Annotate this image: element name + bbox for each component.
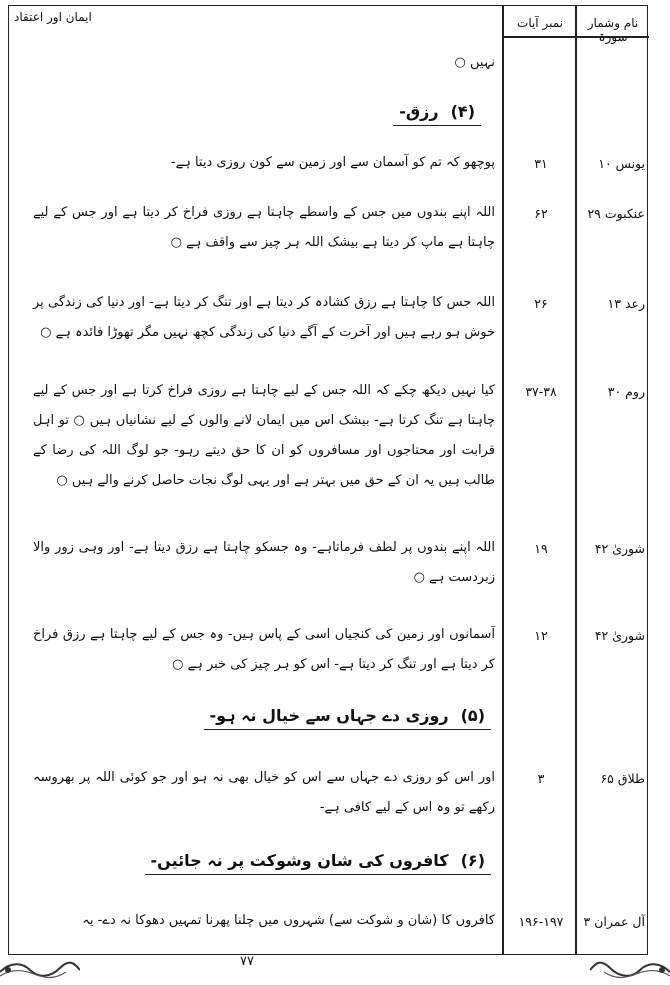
section-number: (۵) <box>460 706 485 725</box>
intro-text: نہیں ○ <box>454 55 495 70</box>
text-cell: کافروں کا (شان و شوکت سے) شہروں میں چلنا پھرنا تمہیں دھوکا نہ دے- یہ <box>82 913 495 928</box>
ayat-cell: ۱۹۶-۱۹۷ <box>518 914 564 929</box>
right-ornament-icon <box>590 958 670 980</box>
surah-cell: شوریٰ ۴۲ <box>594 541 645 556</box>
ayat-cell: ۶۲ <box>534 206 548 221</box>
surah-cell: آل عمران ۳ <box>583 914 645 929</box>
ayat-cell: ۱۲ <box>534 628 548 643</box>
running-head: ایمان اور اعتقاد <box>14 10 92 24</box>
ayat-cell: ۳۱ <box>534 156 548 171</box>
surah-cell: رعد ۱۳ <box>607 296 645 311</box>
ayat-column-header: نمبر آیات <box>517 16 563 30</box>
page-number: ۷۷ <box>240 954 254 969</box>
text-cell: اللہ جس کا چاہتا ہے رزق کشادہ کر دیتا ہے اور تنگ کر دیتا ہے- اور دنیا کی زندگی پر خوش ہو رہے ہیں اور آخرت کے آگے دنیا کی زندگی کچھ نہیں مگر تھوڑا فائدہ ہے ○ <box>33 295 495 340</box>
section-heading-4 <box>393 102 481 126</box>
text-cell: پوچھو کہ تم کو آسمان سے اور زمین سے کون روزی دیتا ہے- <box>170 155 495 170</box>
text-cell: اور اس کو روزی دے جہاں سے اس کو خیال بھی نہ ہو اور جو کوئی اللہ پر بھروسہ رکھے تو وہ اس کے لیے کافی ہے- <box>33 770 495 815</box>
column-divider-ayat <box>502 6 504 954</box>
ayat-cell: ۳ <box>537 771 545 786</box>
surah-cell: طلاق ۶۵ <box>600 771 645 786</box>
left-ornament-icon <box>0 958 80 980</box>
surah-cell: شوریٰ ۴۲ <box>594 628 645 643</box>
section-number: (۴) <box>450 102 475 121</box>
section-heading-5 <box>204 706 492 730</box>
surah-cell: عنکبوت ۲۹ <box>587 206 645 221</box>
surah-cell: یونس ۱۰ <box>598 156 645 171</box>
section-title: روزی دے جہاں سے خیال نہ ہو- <box>209 706 449 725</box>
section-title: رزق- <box>399 102 439 121</box>
ayat-cell: ۲۶ <box>534 296 548 311</box>
text-cell: کیا نہیں دیکھ چکے کہ اللہ جس کے لیے چاہتا ہے روزی فراخ کرتا ہے اور جس کے لیے چاہتا ہے تنگ کرتا ہے- بیشک اس میں ایمان لانے والوں کے لیے نشانیاں ہیں ○ تو اہل قرابت اور محتاجوں اور مسافروں کو ان کا حق دیتے رہو- جو لوگ اللہ کی رضا کے طالب ہیں یہ ان کے حق میں بہتر ہے اور یہی لوگ نجات حاصل کرنے والے ہیں ○ <box>33 383 495 488</box>
ayat-cell: ۳۷-۳۸ <box>525 384 557 399</box>
section-number: (۶) <box>460 851 485 870</box>
section-title: کافروں کی شان وشوکت پر نہ جائیں- <box>150 851 449 870</box>
section-heading-6 <box>145 851 491 875</box>
surah-cell: روم ۳۰ <box>607 384 645 399</box>
text-cell: اللہ اپنے بندوں پر لطف فرماتاہے- وہ جسکو چاہتا ہے رزق دیتا ہے- اور وہی زور والا زبردست ہے ○ <box>33 540 495 585</box>
text-cell: اللہ اپنے بندوں میں جس کے واسطے چاہتا ہے روزی فراخ کر دیتا ہے اور جس کے لیے چاہتا ہے ماپ کر دیتا ہے بیشک اللہ ہر چیز سے واقف ہے ○ <box>33 205 495 250</box>
text-cell: آسمانوں اور زمین کی کنجیاں اسی کے پاس ہیں- وہ جس کے لیے چاہتا ہے رزق فراخ کر دیتا ہے اور تنگ کر دیتا ہے- اس کو ہر چیز کی خبر ہے ○ <box>33 627 495 672</box>
ayat-cell: ۱۹ <box>534 541 548 556</box>
surah-column-header: نام وشمار سورۃ <box>587 16 639 44</box>
table-frame <box>8 5 648 955</box>
column-divider-surah <box>575 6 577 954</box>
